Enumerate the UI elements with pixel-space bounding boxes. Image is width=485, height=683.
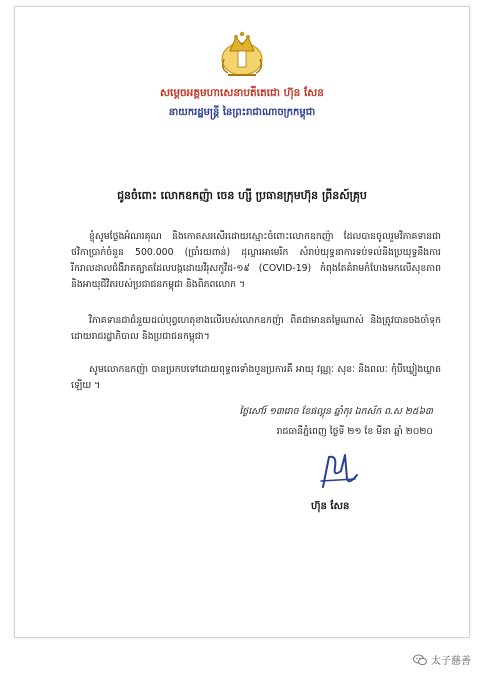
- paragraph-2: [71, 313, 441, 345]
- royal-emblem-icon: [216, 29, 268, 81]
- watermark-text: 太子慈善: [431, 656, 471, 667]
- paragraph-1-text: ខ្ញុំសូមថ្លែងអំណរគុណ និងកោតសរសើរដោយស្មោះចំពោះលោកឧកញ៉ា ដែលបានចូលរួមវិភាគទានជាថវិកាប្រាក់ចំនួន 500.000 (ប្រាំរយពាន់) ដុល្លារអាមេរិក សំរាប់យុទ្ធនាការទប់ទល់និងប្រយុទ្ធនឹងការរីករាលដាលជំងឺរាតត្បាតដែលបង្កដោយវីរុសកូវីដ-១៩ (COVID-19) កំពុងតែគំរាមកំហែងមកលើសុខភាព និងអាយុជីវិតរបស់ប្រជាជនកម្ពុជា និងពិភពលោក ។: [71, 231, 441, 290]
- header-title-line: នាយករដ្ឋមន្ត្រី នៃព្រះរាជាណាចក្រកម្ពុជា: [168, 107, 316, 118]
- paragraph-2-text: វិភាគទានជាជំនួយដល់បុព្វហេតុខាងលើរបស់លោកឧកញ៉ា ពិតជាមានតម្លៃណាស់ និងត្រូវបានចងចាំទុកដោយរាជរដ្ឋាភិបាល និងប្រជាជនកម្ពុជា។: [71, 315, 441, 342]
- signature-icon: [317, 451, 361, 491]
- signer-name: ហ៊ុន សែន: [311, 501, 350, 512]
- watermark: [413, 652, 471, 667]
- paragraph-1: [71, 229, 441, 293]
- paragraph-3: [71, 362, 441, 394]
- lunar-date: ថ្ងៃសៅរ៍ ១៣រោច ខែផល្គុន ឆ្នាំកុរ ឯកស័ក ព.ស ២៥៦៣: [239, 406, 433, 417]
- header-name-line: សម្តេចអគ្គមហាសេនាបតីតេជោ ហ៊ុន សែន: [160, 87, 324, 99]
- recipient-line: ជូនចំពោះ លោកឧកញ៉ា ចេន ហ្សី ប្រធានក្រុមហ៊ុន ព្រីនស៍គ្រុប: [117, 189, 367, 202]
- paragraph-3-text: សូមលោកឧកញ៉ា បានប្រកបទៅដោយពុទ្ធពរទាំងបួនប្រការគឺ អាយុ វណ្ណៈ សុខៈ និងពលៈ កុំបីឃ្លៀងឃ្លាតឡើយ ។: [71, 364, 441, 391]
- wechat-icon: [413, 654, 427, 666]
- letter-document: [14, 6, 470, 638]
- solar-date: រាជធានីភ្នំពេញ ថ្ងៃទី ២១ ខែ មីនា ឆ្នាំ ២០២០: [276, 426, 433, 437]
